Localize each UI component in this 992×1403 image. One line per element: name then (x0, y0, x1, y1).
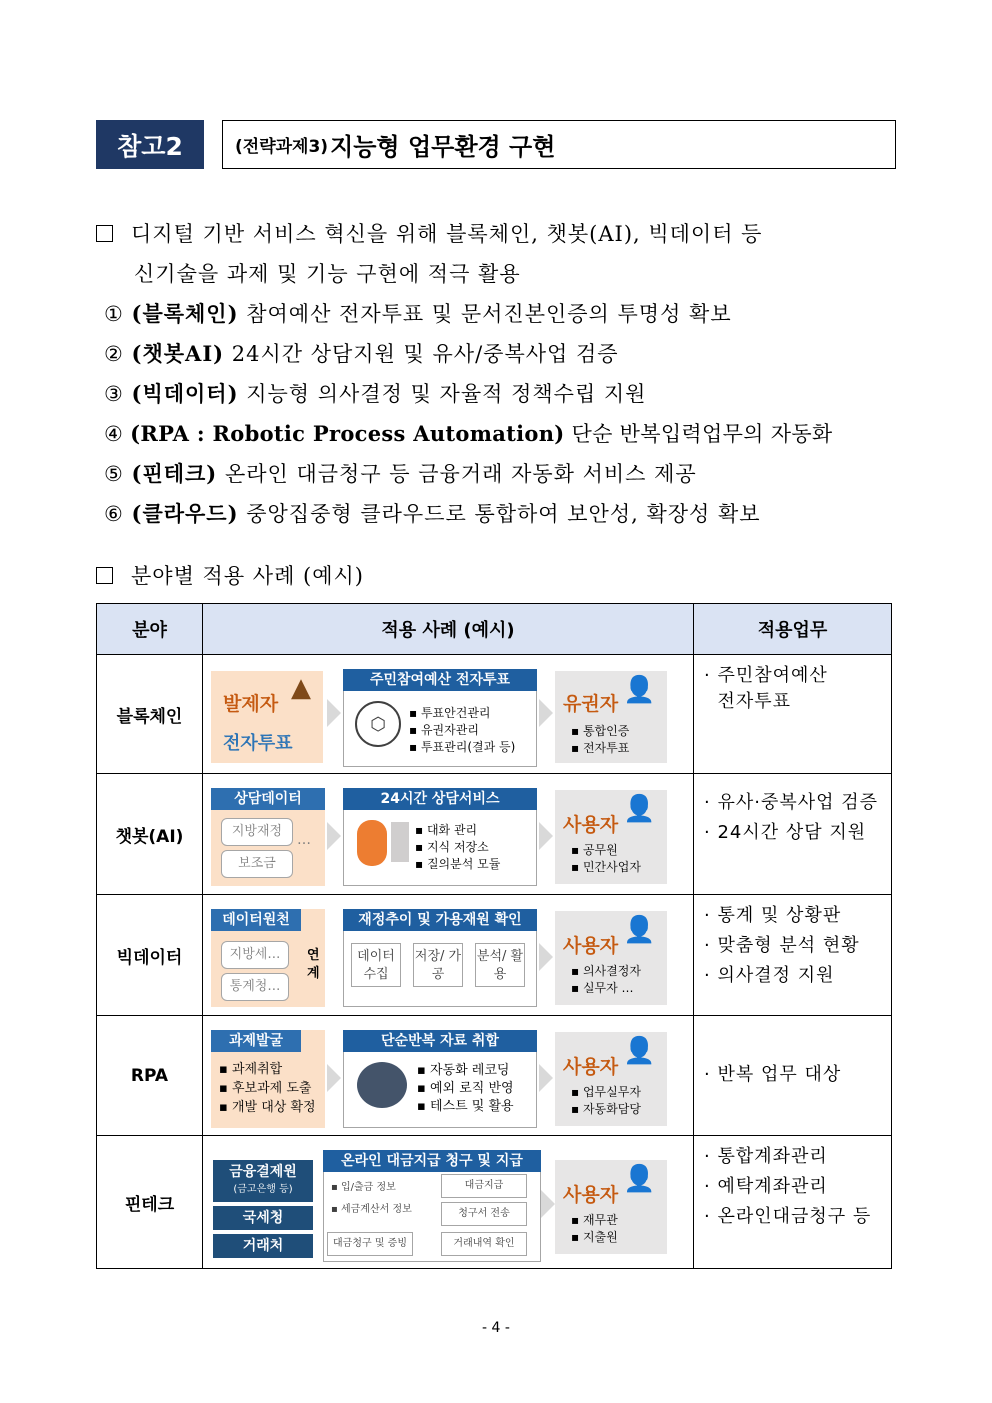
work-bigdata: · 통계 및 상황판 · 맞춤형 분석 현황 · 의사결정 지원 (694, 895, 892, 1016)
data-item: 지방세… (221, 941, 289, 969)
source-label-2: 전자투표 (223, 733, 293, 754)
list-item: ④ (RPA : Robotic Process Automation) 단순 반복입력업무의 자동화 (104, 421, 833, 446)
section-heading: 분야별 적용 사례 (예시) (96, 560, 364, 590)
title-prefix: (전략과제3) (235, 137, 329, 157)
table-row (97, 774, 892, 895)
field-fintech: 핀테크 (97, 1136, 203, 1269)
step-box: 분석/ 활용 (475, 943, 525, 987)
arrow-icon (539, 822, 553, 850)
source-kftc: 금융결제원 (금고은행 등) (213, 1160, 313, 1202)
user-computer-icon: 👤 (623, 675, 656, 705)
diagram-bigdata (203, 895, 694, 1016)
arrow-icon (539, 943, 553, 971)
checkbox-square-icon (96, 225, 113, 242)
flow-box: 청구서 전송 (441, 1202, 527, 1226)
title-text: 지능형 업무환경 구현 (330, 133, 556, 161)
user-list: ▪ 의사결정자 ▪ 실무자 … (571, 963, 641, 997)
process-title: 주민참여예산 전자투표 (343, 669, 537, 691)
intro-line-2: 신기술을 과제 및 기능 구현에 적극 활용 (134, 262, 521, 286)
page-title (222, 120, 896, 169)
list-item: ① (블록체인) 참여예산 전자투표 및 문서진본인증의 투명성 확보 (104, 301, 732, 326)
checkbox-square-icon (96, 567, 113, 584)
chat-bubbles-icon (391, 822, 409, 862)
process-list: ▪ 자동화 레코딩 ▪ 예외 로직 반영 ▪ 테스트 및 활용 (417, 1062, 514, 1116)
user-label: 사용자 (563, 814, 619, 836)
reference-tag: 참고2 (96, 120, 204, 169)
diagram-rpa (203, 1016, 694, 1136)
ellipsis-text: … (297, 832, 311, 848)
link-label: 연계 (307, 948, 320, 981)
process-list: ▪ 대화 관리 ▪ 지식 저장소 ▪ 질의분석 모듈 (415, 822, 500, 873)
arrow-icon (541, 1190, 555, 1218)
work-blockchain: · 주민참여예산 전자투표 (694, 655, 892, 774)
list-item: ⑥ (클라우드) 중앙집중형 클라우드로 통합하여 보안성, 확장성 확보 (104, 501, 761, 526)
user-label: 유권자 (563, 693, 619, 715)
field-bigdata: 빅데이터 (97, 895, 203, 1016)
user-list: ▪ 재무관 ▪ 지출원 (571, 1212, 618, 1246)
source-nts: 국세청 (213, 1206, 313, 1230)
process-title: 재정추이 및 가용재원 확인 (343, 909, 537, 931)
step-box: 데이터 수집 (351, 943, 401, 987)
source-list: ▪ 과제취합 ▪ 후보과제 도출 ▪ 개발 대상 확정 (219, 1060, 316, 1117)
table-row (97, 895, 892, 1016)
field-blockchain: 블록체인 (97, 655, 203, 774)
user-list: ▪ 통합인증 ▪ 전자투표 (571, 723, 629, 757)
data-item: 보조금 (221, 850, 293, 878)
flow-label: ▪ 입/출금 정보 (331, 1182, 396, 1193)
process-list: ▪ 투표안건관리 ▪ 유권자관리 ▪ 투표관리(결과 등) (409, 705, 515, 756)
source-client: 거래처 (213, 1234, 313, 1258)
source-title: 데이터원천 (211, 909, 301, 931)
robot-icon (357, 820, 387, 866)
list-item: ⑤ (핀테크) 온라인 대금청구 등 금융거래 자동화 서비스 제공 (104, 461, 697, 486)
arrow-icon (327, 1064, 341, 1092)
flow-box: 거래내역 확인 (441, 1232, 527, 1256)
step-box: 저장/ 가공 (413, 943, 463, 987)
header-example: 적용 사례 (예시) (203, 604, 694, 655)
user-label: 사용자 (563, 935, 619, 957)
diagram-blockchain (203, 655, 694, 774)
user-label: 사용자 (563, 1184, 619, 1206)
user-computer-icon: 👤 (623, 1164, 656, 1194)
intro-line-1 (96, 218, 762, 248)
field-rpa: RPA (97, 1016, 203, 1136)
work-chatbot: · 유사·중복사업 검증 · 24시간 상담 지원 (694, 774, 892, 895)
table-header-row (97, 604, 892, 655)
table-row (97, 655, 892, 774)
user-list: ▪ 업무실무자 ▪ 자동화담당 (571, 1084, 641, 1118)
table-row (97, 1016, 892, 1136)
flow-box: 대금청구 및 증빙 (327, 1232, 413, 1256)
process-title: 단순반복 자료 취합 (343, 1030, 537, 1052)
work-fintech: · 통합계좌관리 · 예탁계좌관리 · 온라인대금청구 등 (694, 1136, 892, 1269)
user-label: 사용자 (563, 1056, 619, 1078)
page-number: - 4 - (482, 1320, 510, 1336)
flow-label: ▪ 세금계산서 정보 (331, 1204, 412, 1215)
diagram-fintech (203, 1136, 694, 1269)
intro-text-1: 디지털 기반 서비스 혁신을 위해 블록체인, 챗봇(AI), 빅데이터 등 (131, 222, 763, 246)
header-field: 분야 (97, 604, 203, 655)
presenter-icon: ▲ (291, 673, 311, 703)
source-label-1: 발제자 (223, 693, 279, 715)
flow-box: 대금지급 (441, 1174, 527, 1198)
user-computer-icon: 👤 (623, 915, 656, 945)
arrow-icon (539, 1064, 553, 1092)
user-computer-icon: 👤 (623, 1036, 656, 1066)
source-title: 과제발굴 (211, 1030, 301, 1052)
arrow-icon (327, 822, 341, 850)
user-computer-icon: 👤 (623, 794, 656, 824)
list-item: ③ (빅데이터) 지능형 의사결정 및 자율적 정책수립 지원 (104, 381, 647, 406)
process-title: 온라인 대금지급 청구 및 지급 (323, 1150, 541, 1172)
user-list: ▪ 공무원 ▪ 민간사업자 (571, 842, 641, 876)
list-item: ② (챗봇AI) 24시간 상담지원 및 유사/중복사업 검증 (104, 341, 619, 366)
field-chatbot: 챗봇(AI) (97, 774, 203, 895)
robot-icon (357, 1062, 407, 1108)
header-work: 적용업무 (694, 604, 892, 655)
arrow-icon (327, 699, 341, 727)
diagram-chatbot (203, 774, 694, 895)
data-item: 지방재정 (221, 818, 293, 846)
blockchain-network-icon: ⬡ (355, 701, 401, 747)
process-title: 24시간 상담서비스 (343, 788, 537, 810)
source-title: 상담데이터 (211, 788, 325, 810)
data-item: 통계청… (221, 973, 289, 1001)
table-row (97, 1136, 892, 1269)
case-table (96, 603, 892, 1269)
work-rpa: · 반복 업무 대상 (694, 1016, 892, 1136)
arrow-icon (539, 699, 553, 727)
